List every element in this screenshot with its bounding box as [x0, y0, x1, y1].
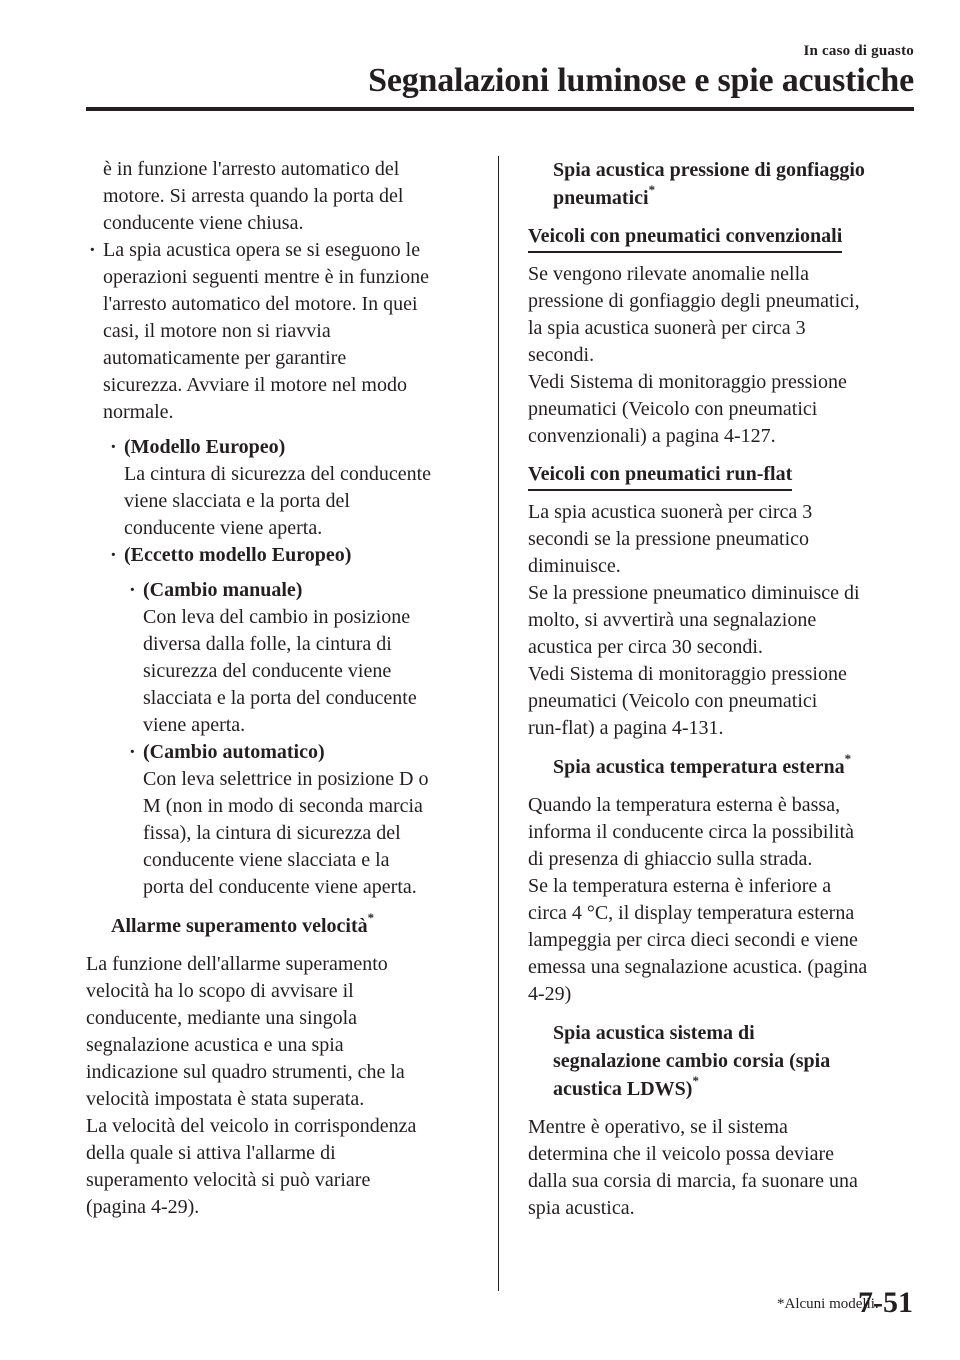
heading-text: acustica LDWS) [553, 1078, 693, 1100]
text-line: casi, il motore non si riavvia [103, 320, 331, 342]
conventional-tires-paragraph [528, 261, 918, 450]
text-line: fissa), la cintura di sicurezza del [143, 822, 401, 844]
heading-line [528, 1075, 918, 1103]
bullet-dot-icon: · [89, 239, 96, 261]
page-number: 7-51 [858, 1286, 913, 1319]
bullet-dot-icon: · [110, 436, 117, 458]
text-line: Quando la temperatura esterna è bassa, [528, 794, 841, 816]
page-title: Segnalazioni luminose e spie acustiche [368, 62, 914, 99]
automatic-transmission-item [86, 739, 482, 901]
bullet-line [86, 739, 482, 766]
runflat-tires-paragraph [528, 499, 918, 742]
text-line: superamento velocità si può variare [86, 1169, 371, 1191]
text-line: porta del conducente viene aperta. [143, 876, 417, 898]
text-line: viene aperta. [143, 714, 246, 736]
speed-alarm-paragraph [86, 951, 482, 1221]
text-line: La velocità del veicolo in corrispondenza [86, 1115, 417, 1137]
text-line: Vedi Sistema di monitoraggio pressione [528, 663, 847, 685]
text-line: Con leva del cambio in posizione [143, 606, 411, 628]
text-line: lampeggia per circa dieci secondi e viene [528, 929, 858, 951]
text-line: indicazione sul quadro strumenti, che la [86, 1061, 405, 1083]
text-line: circa 4 °C, il display temperatura esterna [528, 902, 855, 924]
text-line: (pagina 4-29). [86, 1196, 200, 1218]
intro-paragraph [86, 156, 482, 237]
text-line: Con leva selettrice in posizione D o [143, 768, 429, 790]
text-line: informa il conducente circa la possibilità [528, 821, 854, 843]
heading-text: Spia acustica sistema di [553, 1022, 755, 1044]
text-line: pneumatici (Veicolo con pneumatici [528, 398, 818, 420]
tire-pressure-heading [528, 156, 918, 212]
text-line: diminuisce. [528, 555, 621, 577]
asterisk-mark: * [648, 182, 656, 197]
heading-line [528, 184, 918, 212]
ldws-paragraph [528, 1114, 918, 1222]
heading-text: segnalazione cambio corsia (spia [553, 1050, 831, 1072]
text-line: secondi se la pressione pneumatico [528, 528, 810, 550]
text-line: dalla sua corsia di marcia, fa suonare una [528, 1170, 858, 1192]
manual-transmission-item [86, 577, 482, 739]
runflat-tires-subheading: Veicoli con pneumatici run-flat [528, 461, 792, 491]
text-line: velocità impostata è stata superata. [86, 1088, 365, 1110]
text-line: Se la pressione pneumatico diminuisce di [528, 582, 860, 604]
text-line: Vedi Sistema di monitoraggio pressione [528, 371, 847, 393]
text-line: La spia acustica suonerà per circa 3 [528, 501, 813, 523]
text-line: acustica per circa 30 secondi. [528, 636, 763, 658]
sub-label: (Eccetto modello Europeo) [124, 544, 352, 566]
european-model-item [86, 434, 482, 542]
column-divider [498, 156, 499, 1291]
warning-bullet [86, 237, 482, 426]
text-line: Se la temperatura esterna è inferiore a [528, 875, 832, 897]
text-line: operazioni seguenti mentre è in funzione [103, 266, 429, 288]
text-line: La funzione dell'allarme superamento [86, 953, 388, 975]
outside-temp-paragraph [528, 792, 918, 1008]
text-line: La cintura di sicurezza del conducente [124, 463, 432, 485]
heading-text: Allarme superamento velocità [111, 915, 368, 937]
text-line: è in funzione l'arresto automatico del [103, 158, 400, 180]
text-line: run-flat) a pagina 4-131. [528, 717, 724, 739]
text-line: pneumatici (Veicolo con pneumatici [528, 690, 818, 712]
asterisk-mark: * [367, 910, 375, 925]
text-line: segnalazione acustica e una spia [86, 1034, 344, 1056]
text-line: La spia acustica opera se si eseguono le [103, 239, 421, 261]
sub-label: (Modello Europeo) [124, 436, 286, 458]
text-line: convenzionali) a pagina 4-127. [528, 425, 776, 447]
text-line: la spia acustica suonerà per circa 3 [528, 317, 806, 339]
heading-text: Spia acustica pressione di gonfiaggio [553, 159, 865, 181]
header-section-label: In caso di guasto [803, 43, 914, 59]
asterisk-mark: * [692, 1073, 699, 1088]
text-line: sicurezza del conducente viene [143, 660, 392, 682]
text-line: conducente, mediante una singola [86, 1007, 358, 1029]
bullet-line [86, 542, 482, 569]
heading-text: Spia acustica temperatura esterna [553, 756, 845, 778]
footnote: *Alcuni modelli. [777, 1296, 879, 1312]
text-line: determina che il veicolo possa deviare [528, 1143, 834, 1165]
text-line: emessa una segnalazione acustica. (pagina [528, 956, 868, 978]
bullet-dot-icon: · [110, 544, 117, 566]
text-line: pressione di gonfiaggio degli pneumatici, [528, 290, 860, 312]
sub-label: (Cambio manuale) [143, 579, 303, 601]
text-line: di presenza di ghiaccio sulla strada. [528, 848, 813, 870]
text-line: sicurezza. Avviare il motore nel modo [103, 374, 407, 396]
text-line: Mentre è operativo, se il sistema [528, 1116, 788, 1138]
text-line: diversa dalla folle, la cintura di [143, 633, 392, 655]
text-line: 4-29) [528, 983, 572, 1005]
bullet-dot-icon: · [129, 579, 136, 601]
text-line: della quale si attiva l'allarme di [86, 1142, 336, 1164]
bullet-dot-icon: · [129, 741, 136, 763]
heading-text: pneumatici [553, 187, 649, 209]
outside-temp-heading [528, 753, 918, 781]
text-line: spia acustica. [528, 1197, 635, 1219]
text-line: Se vengono rilevate anomalie nella [528, 263, 810, 285]
text-line: motore. Si arresta quando la porta del [103, 185, 404, 207]
text-line: conducente viene chiusa. [103, 212, 304, 234]
text-line: slacciata e la porta del conducente [143, 687, 417, 709]
text-line: viene slacciata e la porta del [124, 490, 350, 512]
text-line: molto, si avvertirà una segnalazione [528, 609, 817, 631]
bullet-line [86, 434, 482, 461]
right-column [528, 156, 918, 1222]
header-rule [86, 107, 914, 111]
text-line: M (non in modo di seconda marcia [143, 795, 423, 817]
text-line: normale. [103, 401, 174, 423]
text-line: velocità ha lo scopo di avvisare il [86, 980, 354, 1002]
bullet-line [86, 237, 482, 264]
conventional-tires-subheading: Veicoli con pneumatici convenzionali [528, 223, 842, 253]
speed-alarm-heading [86, 912, 482, 940]
text-line: conducente viene aperta. [124, 517, 323, 539]
text-line: secondi. [528, 344, 595, 366]
text-line: l'arresto automatico del motore. In quei [103, 293, 418, 315]
sub-label: (Cambio automatico) [143, 741, 325, 763]
ldws-heading [528, 1019, 918, 1103]
bullet-line [86, 577, 482, 604]
text-line: automaticamente per garantire [103, 347, 347, 369]
asterisk-mark: * [844, 751, 852, 766]
left-column [86, 156, 482, 1221]
text-line: conducente viene slacciata e la [143, 849, 390, 871]
